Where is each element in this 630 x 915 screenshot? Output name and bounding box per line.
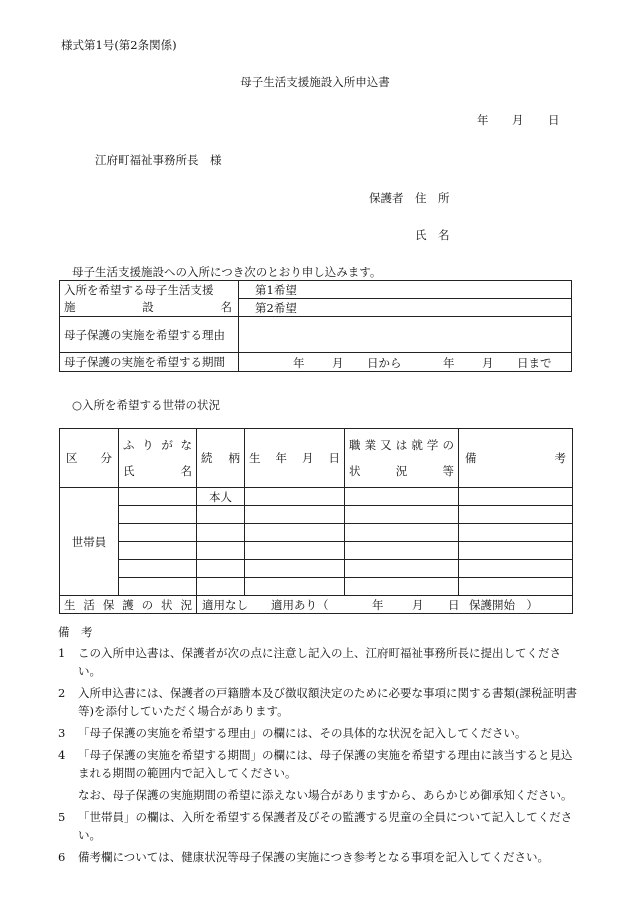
member-relation[interactable] xyxy=(197,506,245,524)
note-number: 1 xyxy=(58,646,66,660)
reason-label: 母子保護の実施を希望する理由 xyxy=(60,317,239,353)
period-field[interactable] xyxy=(239,353,572,372)
request-table xyxy=(59,280,572,372)
note-text: 「母子保護の実施を希望する理由」の欄には、その具体的な状況を記入してください。 xyxy=(78,726,527,740)
header-char: が xyxy=(161,438,173,452)
member-remarks[interactable] xyxy=(459,524,573,542)
facility-char: 名 xyxy=(220,299,232,314)
date-day: 日 xyxy=(548,113,560,127)
table-row xyxy=(60,578,573,596)
header-char: 名 xyxy=(180,464,192,478)
facility-char: 設 xyxy=(142,299,154,314)
table-row xyxy=(60,524,573,542)
header-char: 月 xyxy=(302,451,314,465)
household-label: 世帯員 xyxy=(60,488,119,596)
household-table xyxy=(59,428,573,614)
header-char: 況 xyxy=(395,464,408,478)
welfare-char: 状 xyxy=(161,597,173,612)
member-kana-name[interactable] xyxy=(119,542,197,560)
welfare-label xyxy=(60,596,197,614)
member-birthdate[interactable] xyxy=(245,560,345,578)
welfare-char: 況 xyxy=(180,597,192,612)
member-occupation[interactable] xyxy=(345,506,459,524)
welfare-month: 月 xyxy=(412,598,424,612)
header-remarks xyxy=(459,429,573,488)
note-text: 「母子保護の実施を希望する期間」の欄には、母子保護の実施を希望する理由に該当すると見込まれる期間の範囲内で記入してください。 xyxy=(78,748,573,780)
header-char: 備 xyxy=(465,451,477,465)
header-char: 区 xyxy=(66,451,78,465)
intro-text: 母子生活支援施設への入所につき次のとおり申し込みます。 xyxy=(72,265,382,279)
header-relation xyxy=(197,429,245,488)
note-number: 3 xyxy=(58,726,66,740)
note-text: 備考欄については、健康状況等母子保護の実施につき参考となる事項を記入してください。 xyxy=(78,850,550,864)
notes-section xyxy=(58,623,580,866)
period-month-from: 月 xyxy=(332,356,344,370)
member-kana-name[interactable] xyxy=(119,488,197,506)
list-item xyxy=(58,808,580,844)
member-relation[interactable] xyxy=(197,542,245,560)
page-title: 母子生活支援施設入所申込書 xyxy=(240,75,390,89)
facility-char: 施 xyxy=(64,299,76,314)
member-relation-self: 本人 xyxy=(197,488,245,506)
member-birthdate[interactable] xyxy=(245,488,345,506)
note-number: 6 xyxy=(58,850,66,864)
choice1-field[interactable]: 第1希望 xyxy=(239,281,572,299)
welfare-field[interactable] xyxy=(197,596,573,614)
member-remarks[interactable] xyxy=(459,542,573,560)
member-birthdate[interactable] xyxy=(245,542,345,560)
header-char: ふ xyxy=(123,438,135,452)
header-char: 学 xyxy=(426,438,439,452)
welfare-char: 生 xyxy=(64,597,76,612)
welfare-start: 保護開始 ） xyxy=(469,598,538,612)
note-text: 入所申込書には、保護者の戸籍謄本及び徴収額決定のために必要な事項に関する書類(課税証明書等)を添付していただく場合があります。 xyxy=(78,686,577,718)
member-birthdate[interactable] xyxy=(245,524,345,542)
facility-label-line1: 入所を希望する母子生活支援 xyxy=(64,282,214,297)
list-item xyxy=(58,746,580,782)
welfare-char: の xyxy=(141,597,154,612)
welfare-applied-option[interactable]: 適用あり（ xyxy=(271,598,329,612)
notes-heading: 備 考 xyxy=(58,625,93,639)
member-kana-name[interactable] xyxy=(119,578,197,596)
address-label: 住 所 xyxy=(415,191,450,205)
date-year: 年 xyxy=(477,113,489,127)
header-category xyxy=(60,429,119,488)
header-char: は xyxy=(395,438,408,452)
period-month-to: 月 xyxy=(482,356,494,370)
member-occupation[interactable] xyxy=(345,524,459,542)
list-item xyxy=(58,684,580,720)
reason-field[interactable] xyxy=(239,317,572,353)
form-number: 様式第1号(第2条関係) xyxy=(61,38,177,52)
welfare-char: 保 xyxy=(102,597,115,612)
welfare-day: 日 xyxy=(448,598,460,612)
header-char: 続 xyxy=(201,451,213,465)
member-occupation[interactable] xyxy=(345,578,459,596)
name-label: 氏 名 xyxy=(415,228,450,242)
header-char: 等 xyxy=(442,464,454,478)
member-remarks[interactable] xyxy=(459,488,573,506)
period-day-to: 日まで xyxy=(517,356,552,370)
member-occupation[interactable] xyxy=(345,542,459,560)
header-kana-name xyxy=(119,429,197,488)
guardian-label: 保護者 xyxy=(369,191,404,205)
header-birthdate xyxy=(245,429,345,488)
note-text: 「世帯員」の欄は、入所を希望する保護者及びその監護する児童の全員について記入してください。 xyxy=(78,810,573,842)
list-item xyxy=(58,848,580,866)
header-char: 氏 xyxy=(123,464,135,478)
list-item xyxy=(58,786,580,804)
header-char: 生 xyxy=(249,451,261,465)
member-birthdate[interactable] xyxy=(245,506,345,524)
member-remarks[interactable] xyxy=(459,506,573,524)
facility-label-line2 xyxy=(64,299,234,316)
date-month: 月 xyxy=(512,113,524,127)
note-number: 5 xyxy=(58,810,66,824)
welfare-char: 活 xyxy=(83,597,95,612)
member-occupation[interactable] xyxy=(345,560,459,578)
header-occupation xyxy=(345,429,459,488)
welfare-none-option[interactable]: 適用なし xyxy=(202,598,248,612)
header-char: り xyxy=(142,438,154,452)
addressee: 江府町福祉事務所長 様 xyxy=(95,153,222,167)
header-char: 職 xyxy=(349,438,361,452)
note-number: 2 xyxy=(58,686,66,700)
member-relation[interactable] xyxy=(197,560,245,578)
choice2-field[interactable]: 第2希望 xyxy=(239,299,572,317)
member-remarks[interactable] xyxy=(459,560,573,578)
table-row xyxy=(60,506,573,524)
period-day-from: 日から xyxy=(367,356,402,370)
member-relation[interactable] xyxy=(197,524,245,542)
period-label: 母子保護の実施を希望する期間 xyxy=(60,353,239,372)
header-char: 業 xyxy=(364,438,377,452)
header-char: 分 xyxy=(100,451,112,465)
welfare-char: 護 xyxy=(122,597,134,612)
note-text: なお、母子保護の実施期間の希望に添えない場合がありますから、あらかじめ御承知ください。 xyxy=(78,788,573,802)
welfare-year: 年 xyxy=(372,598,384,612)
member-kana-name[interactable] xyxy=(119,524,197,542)
list-item xyxy=(58,724,580,742)
note-number: 4 xyxy=(58,748,66,762)
table-row xyxy=(60,560,573,578)
header-char: の xyxy=(442,438,454,452)
header-char: 状 xyxy=(349,464,361,478)
member-birthdate[interactable] xyxy=(245,578,345,596)
list-item xyxy=(58,644,580,680)
header-char: 柄 xyxy=(228,451,240,465)
member-kana-name[interactable] xyxy=(119,506,197,524)
member-relation[interactable] xyxy=(197,578,245,596)
table-row xyxy=(60,542,573,560)
period-year-from: 年 xyxy=(293,356,305,370)
facility-label-cell xyxy=(60,281,239,317)
header-char: 日 xyxy=(328,451,340,465)
period-year-to: 年 xyxy=(443,356,455,370)
note-text: この入所申込書は、保護者が次の点に注意し記入の上、江府町福祉事務所長に提出してください。 xyxy=(78,646,561,678)
header-char: 年 xyxy=(275,451,287,465)
header-char: な xyxy=(180,438,192,452)
header-char: 就 xyxy=(411,438,423,452)
header-char: 又 xyxy=(380,438,392,452)
header-char: 考 xyxy=(554,451,566,465)
member-kana-name[interactable] xyxy=(119,560,197,578)
member-occupation[interactable] xyxy=(345,488,459,506)
household-heading: ○入所を希望する世帯の状況 xyxy=(72,398,221,412)
member-remarks[interactable] xyxy=(459,578,573,596)
